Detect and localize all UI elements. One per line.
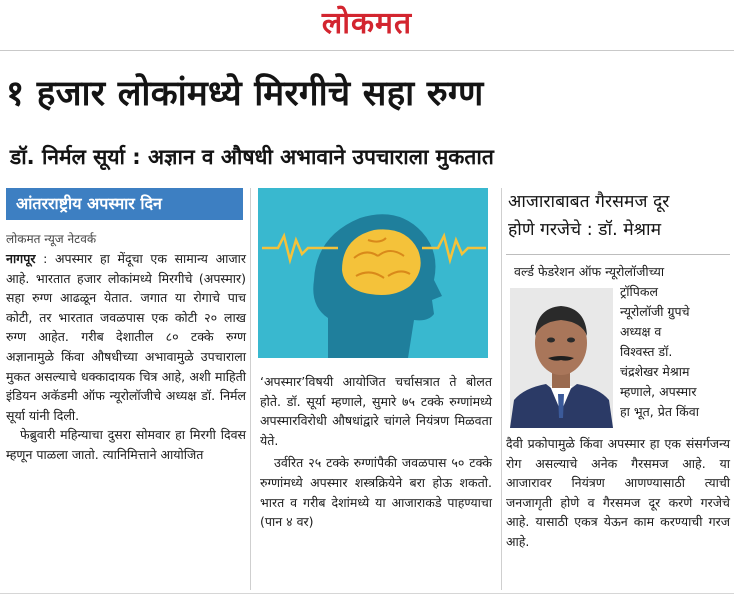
subheadline: डॉ. निर्मल सूर्या : अज्ञान व औषधी अभावाने उपचाराला मुकतात	[10, 145, 494, 169]
sidebar-divider	[506, 254, 730, 255]
wrap-line: न्यूरोलॉजी ग्रुपचे	[620, 304, 690, 319]
masthead	[0, 0, 734, 48]
wrap-line: ट्रॉपिकल	[620, 284, 658, 299]
column-divider	[250, 188, 251, 590]
paragraph-text: : अपस्मार हा मेंदूचा एक सामान्य आजार आहे. भारतात हजार लोकांमध्ये मिरगीचे (अपस्मार) सहा रुग्ण आढळून येतात. जगात या रोगाचे पाच कोटी, तर भारतात जवळपास एक कोटी २० लाख रुग्ण आहेत. गरीब देशातील ८० टक्के रुग्ण अज्ञानामुळे किंवा औषधीच्या अभावामुळे उपचाराला मुकत असल्याचे धक्कादायक चित्र आहे, अशी माहिती इंडियन अकॅडमी ऑफ न्यूरोलॉजीचे अध्यक्ष डॉ. निर्मल सूर्या यांनी दिली.	[6, 251, 246, 423]
newspaper-logo[interactable]: लोकमत	[321, 6, 413, 41]
masthead-divider	[0, 50, 734, 51]
article-paragraph: फेब्रुवारी महिन्याचा दुसरा सोमवार हा मिरगी दिवस म्हणून पाळला जातो. त्यानिमित्ताने आयोजित	[6, 427, 246, 462]
article-paragraph	[6, 249, 246, 425]
head-brain-illustration	[258, 188, 488, 358]
portrait-icon	[510, 288, 613, 428]
article-paragraph: ‘अपस्मार’विषयी आयोजित चर्चासत्रात ते बोलत होते. डॉ. सूर्या म्हणाले, सुमारे ७५ टक्के रुग्णांमध्ये अपस्मारविरोधी औषधांद्वारे चांगले नियंत्रण मिळवता येते.	[260, 374, 492, 448]
sidebar-headline-line: आजाराबाबत गैरसमज दूर	[508, 192, 670, 212]
byline: लोकमत न्यूज नेटवर्क	[6, 232, 97, 246]
sidebar-wrap-text	[620, 282, 730, 422]
wrap-line: विश्वस्त डॉ.	[620, 344, 673, 359]
section-banner: आंतरराष्ट्रीय अपस्मार दिन	[6, 188, 243, 220]
wrap-line: अध्यक्ष व	[620, 324, 662, 339]
person-portrait	[510, 288, 613, 428]
sidebar-headline	[508, 188, 730, 244]
dateline: नागपूर	[6, 251, 36, 266]
middle-column	[260, 372, 492, 535]
head-brain-icon	[258, 188, 488, 358]
sidebar-body: दैवी प्रकोपामुळे किंवा अपस्मार हा एक संसर्गजन्य रोग असल्याचे अनेक गैरसमज आहे. या आजारावर नियंत्रण आणण्यासाठी त्याची जनजागृती होणे व गैरसमज दूर करणे गरजेचे आहे. यासाठी एकत्र येऊन काम करण्याची गरज आहे.	[506, 436, 730, 549]
sidebar-headline-line: होणे गरजेचे : डॉ. मेश्राम	[508, 220, 662, 240]
wrap-line: म्हणाले, अपस्मार	[620, 384, 697, 399]
left-column	[6, 230, 246, 465]
column-divider	[501, 188, 502, 590]
sidebar-intro: वर्ल्ड फेडरेशन ऑफ न्यूरोलॉजीच्या	[514, 264, 665, 279]
wrap-line: हा भूत, प्रेत किंवा	[620, 404, 699, 419]
headline: १ हजार लोकांमध्ये मिरगीचे सहा रुग्ण	[6, 74, 484, 114]
page-bottom-divider	[0, 593, 734, 594]
wrap-line: चंद्रशेखर मेश्राम	[620, 364, 690, 379]
article-paragraph: उर्वरित २५ टक्के रुग्णांपैकी जवळपास ५० टक्के रुग्णांमध्ये अपस्मार शस्त्रक्रियेने बरा होऊ शकतो. भारत व गरीब देशांमध्ये या आजाराकडे पाहण्याचा (पान ४ वर)	[260, 455, 492, 530]
